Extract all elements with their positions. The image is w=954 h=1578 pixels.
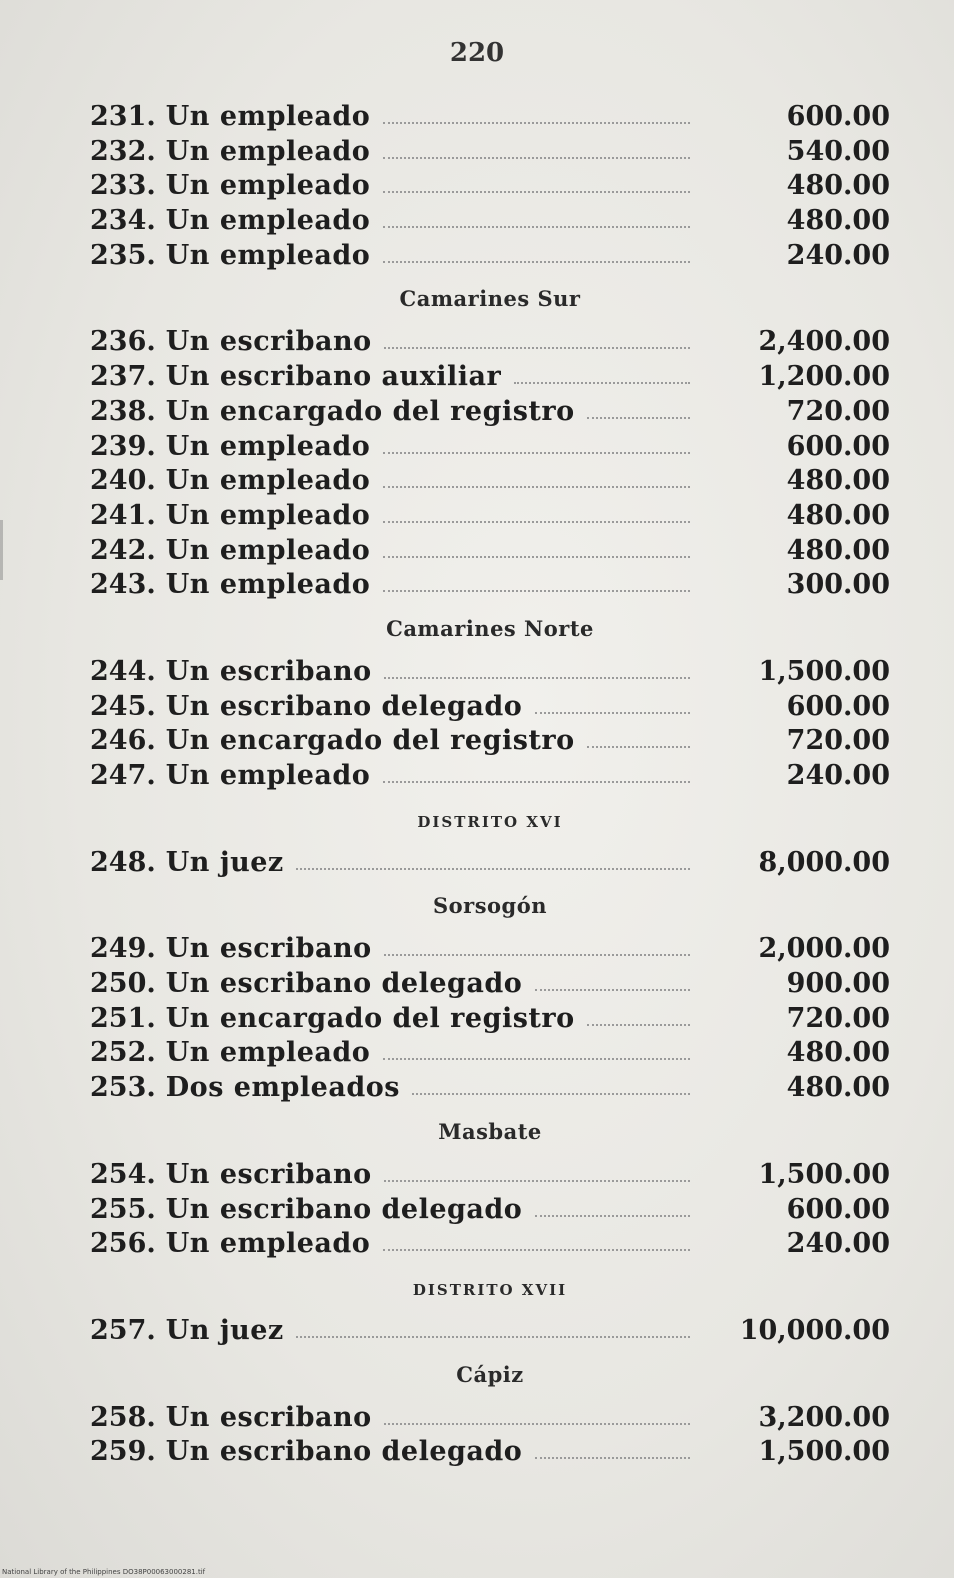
- item-number: 249.: [90, 933, 156, 965]
- item-number: 243.: [90, 569, 156, 601]
- list-item: [90, 1401, 890, 1436]
- list-item: [90, 1193, 890, 1228]
- item-description: Un escribano: [165, 1401, 372, 1433]
- dot-leader: [535, 710, 690, 714]
- item-number: 248.: [90, 846, 156, 878]
- list-item: [90, 1435, 890, 1470]
- item-amount: 1,500.00: [758, 1158, 890, 1190]
- item-description: Un empleado: [165, 101, 371, 132]
- item-description: Un empleado: [165, 1228, 371, 1260]
- item-number: 237.: [90, 361, 156, 393]
- item-amount: 600.00: [786, 101, 890, 132]
- dot-leader: [384, 1421, 690, 1425]
- item-number: 236.: [90, 326, 156, 358]
- district-heading: DISTRITO XVI: [417, 812, 563, 831]
- list-item: [90, 499, 890, 534]
- item-amount: 720.00: [786, 1002, 890, 1034]
- dot-leader: [514, 380, 690, 384]
- item-description: Un empleado: [165, 465, 371, 497]
- item-amount: 720.00: [786, 725, 890, 757]
- list-item: [90, 325, 890, 360]
- item-amount: 1,500.00: [758, 655, 890, 687]
- list-item: [90, 759, 890, 794]
- item-amount: 480.00: [786, 465, 890, 497]
- list-item: [90, 1227, 890, 1262]
- dot-leader: [535, 1455, 690, 1459]
- item-amount: 600.00: [786, 690, 890, 722]
- dot-leader: [587, 744, 690, 748]
- item-amount: 8,000.00: [758, 846, 890, 878]
- list-item: [90, 100, 890, 135]
- item-description: Un escribano: [165, 1158, 372, 1190]
- item-number: 253.: [90, 1072, 156, 1104]
- item-number: 254.: [90, 1158, 156, 1190]
- scan-edge-mark: [0, 520, 3, 580]
- salary-list: [90, 100, 890, 1470]
- list-item: [90, 395, 890, 430]
- dot-leader: [383, 155, 690, 159]
- item-number: 252.: [90, 1037, 156, 1069]
- item-description: Un empleado: [165, 569, 371, 601]
- item-description: Un empleado: [165, 205, 371, 237]
- dot-leader: [384, 345, 690, 349]
- section-heading: Cápiz: [456, 1361, 524, 1387]
- item-description: Un empleado: [165, 760, 371, 791]
- district-heading: DISTRITO XVII: [412, 1280, 568, 1299]
- item-number: 258.: [90, 1401, 156, 1433]
- dot-leader: [383, 450, 690, 454]
- item-description: Un empleado: [165, 239, 371, 271]
- item-description: Un empleado: [165, 499, 371, 531]
- item-amount: 720.00: [786, 395, 890, 427]
- dot-leader: [384, 1178, 690, 1182]
- page-number: 220: [449, 38, 505, 68]
- section-heading: Camarines Norte: [386, 615, 594, 641]
- list-item: [90, 204, 890, 239]
- item-number: 240.: [90, 465, 156, 497]
- item-amount: 480.00: [786, 1072, 890, 1104]
- dot-leader: [296, 1334, 690, 1338]
- item-amount: 540.00: [786, 135, 890, 167]
- dot-leader: [383, 259, 690, 263]
- dot-leader: [412, 1091, 690, 1095]
- item-amount: 1,500.00: [758, 1436, 890, 1468]
- item-description: Un escribano delegado: [165, 1436, 523, 1468]
- item-description: Un empleado: [165, 1037, 371, 1069]
- item-description: Un encargado del registro: [165, 725, 575, 757]
- item-description: Un escribano: [165, 933, 372, 965]
- item-description: Un empleado: [165, 534, 371, 566]
- dot-leader: [535, 987, 690, 991]
- dot-leader: [383, 554, 690, 558]
- item-number: 257.: [90, 1314, 156, 1346]
- item-number: 239.: [90, 430, 156, 462]
- dot-leader: [383, 519, 690, 523]
- dot-leader: [296, 866, 690, 870]
- item-number: 234.: [90, 205, 156, 237]
- list-item: [90, 690, 890, 725]
- item-description: Un escribano: [165, 326, 372, 358]
- list-item: [90, 932, 890, 967]
- list-item: [90, 568, 890, 603]
- dot-leader: [587, 415, 690, 419]
- item-amount: 2,400.00: [758, 326, 890, 358]
- list-item: [90, 464, 890, 499]
- item-amount: 240.00: [786, 760, 890, 791]
- list-item: [90, 1314, 890, 1349]
- item-amount: 480.00: [786, 205, 890, 237]
- item-number: 244.: [90, 655, 156, 687]
- item-amount: 10,000.00: [739, 1314, 890, 1346]
- item-number: 256.: [90, 1228, 156, 1260]
- item-description: Un encargado del registro: [165, 395, 575, 427]
- item-amount: 240.00: [786, 1228, 890, 1260]
- item-number: 247.: [90, 760, 156, 791]
- dot-leader: [383, 189, 690, 193]
- item-amount: 900.00: [786, 968, 890, 1000]
- item-number: 241.: [90, 499, 156, 531]
- item-number: 232.: [90, 135, 156, 167]
- section-heading: Sorsogón: [432, 893, 548, 919]
- list-item: [90, 1036, 890, 1071]
- item-amount: 600.00: [786, 430, 890, 462]
- item-description: Un empleado: [165, 170, 371, 202]
- list-item: [90, 1071, 890, 1106]
- dot-leader: [383, 224, 690, 228]
- dot-leader: [384, 675, 690, 679]
- item-amount: 480.00: [786, 1037, 890, 1069]
- item-description: Un empleado: [165, 135, 371, 167]
- section-heading: Masbate: [438, 1118, 542, 1144]
- dot-leader: [587, 1022, 690, 1026]
- dot-leader: [383, 1056, 690, 1060]
- dot-leader: [383, 1247, 690, 1251]
- item-amount: 2,000.00: [758, 933, 890, 965]
- item-number: 238.: [90, 395, 156, 427]
- item-description: Dos empleados: [165, 1072, 400, 1104]
- dot-leader: [383, 484, 690, 488]
- item-amount: 600.00: [786, 1193, 890, 1225]
- list-item: [90, 135, 890, 170]
- item-number: 231.: [90, 101, 156, 132]
- item-description: Un juez: [165, 846, 284, 878]
- dot-leader: [383, 120, 690, 124]
- item-amount: 480.00: [786, 170, 890, 202]
- item-description: Un escribano delegado: [165, 1193, 523, 1225]
- list-item: [90, 1158, 890, 1193]
- item-amount: 480.00: [786, 499, 890, 531]
- item-number: 233.: [90, 170, 156, 202]
- item-description: Un escribano auxiliar: [165, 361, 502, 393]
- item-amount: 240.00: [786, 239, 890, 271]
- section-heading: Camarines Sur: [399, 286, 581, 312]
- item-description: Un juez: [165, 1314, 284, 1346]
- list-item: [90, 655, 890, 690]
- item-number: 242.: [90, 534, 156, 566]
- item-number: 245.: [90, 690, 156, 722]
- item-description: Un escribano delegado: [165, 690, 523, 722]
- dot-leader: [383, 779, 690, 783]
- item-amount: 300.00: [786, 569, 890, 601]
- list-item: [90, 846, 890, 881]
- dot-leader: [383, 588, 690, 592]
- item-number: 255.: [90, 1193, 156, 1225]
- list-item: [90, 239, 890, 274]
- item-description: Un escribano delegado: [165, 968, 523, 1000]
- item-amount: 3,200.00: [758, 1401, 890, 1433]
- scan-footer: National Library of the Philippines DO38P00063000281.tif: [2, 1568, 206, 1576]
- dot-leader: [384, 952, 690, 956]
- list-item: [90, 169, 890, 204]
- dot-leader: [535, 1213, 690, 1217]
- item-number: 251.: [90, 1002, 156, 1034]
- list-item: [90, 430, 890, 465]
- item-number: 235.: [90, 239, 156, 271]
- list-item: [90, 724, 890, 759]
- item-number: 246.: [90, 725, 156, 757]
- item-description: Un encargado del registro: [165, 1002, 575, 1034]
- item-description: Un empleado: [165, 430, 371, 462]
- item-number: 250.: [90, 968, 156, 1000]
- item-number: 259.: [90, 1436, 156, 1468]
- list-item: [90, 534, 890, 569]
- item-amount: 480.00: [786, 534, 890, 566]
- item-description: Un escribano: [165, 655, 372, 687]
- list-item: [90, 967, 890, 1002]
- list-item: [90, 360, 890, 395]
- list-item: [90, 1002, 890, 1037]
- item-amount: 1,200.00: [758, 361, 890, 393]
